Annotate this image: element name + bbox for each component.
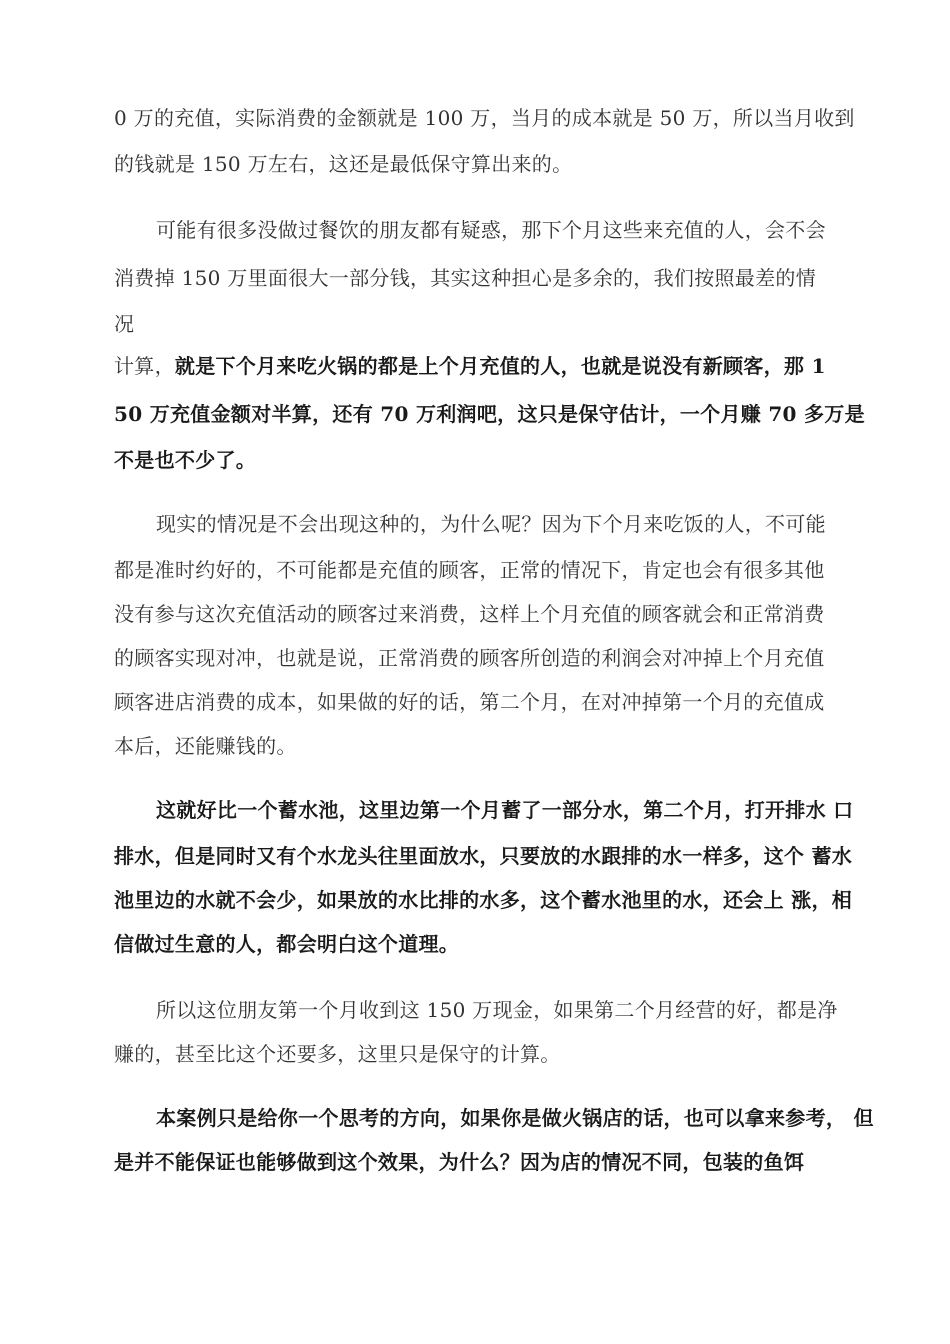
paragraph-7-line-1: 本案例只是给你一个思考的方向，如果你是做火锅店的话，也可以拿来参考， 但 [156, 1106, 874, 1130]
paragraph-3-line-3: 不是也不少了。 [114, 448, 257, 472]
paragraph-2-line-1: 可能有很多没做过餐饮的朋友都有疑惑，那下个月这些来充值的人，会不会 [156, 218, 826, 242]
paragraph-5-line-3: 池里边的水就不会少，如果放的水比排的水多，这个蓄水池里的水，还会上 涨，相 [114, 888, 853, 912]
paragraph-7-line-2: 是并不能保证也能够做到这个效果，为什么？因为店的情况不同，包装的鱼饵 [114, 1150, 805, 1174]
paragraph-4-line-1: 现实的情况是不会出现这种的，为什么呢？因为下个月来吃饭的人，不可能 [156, 512, 826, 536]
paragraph-2-line-3: 况 [114, 312, 135, 336]
paragraph-3-bold-text: 就是下个月来吃火锅的都是上个月充值的人，也就是说没有新顾客，那 1 [174, 354, 826, 378]
paragraph-6-line-2: 赚的，甚至比这个还要多，这里只是保守的计算。 [114, 1042, 561, 1066]
paragraph-5-line-2: 排水，但是同时又有个水龙头往里面放水，只要放的水跟排的水一样多，这个 蓄水 [114, 844, 853, 868]
paragraph-4-line-6: 本后，还能赚钱的。 [114, 734, 297, 758]
paragraph-5-line-1: 这就好比一个蓄水池，这里边第一个月蓄了一部分水，第二个月，打开排水 口 [156, 798, 854, 822]
paragraph-6-line-1: 所以这位朋友第一个月收到这 150 万现金，如果第二个月经营的好，都是净 [156, 998, 838, 1022]
paragraph-4-line-2: 都是准时约好的，不可能都是充值的顾客，正常的情况下，肯定也会有很多其他 [114, 558, 825, 582]
paragraph-2-line-2: 消费掉 150 万里面很大一部分钱，其实这种担心是多余的，我们按照最差的情 [114, 266, 816, 290]
paragraph-3-line-1 [114, 352, 826, 380]
paragraph-4-line-4: 的顾客实现对冲，也就是说，正常消费的顾客所创造的利润会对冲掉上个月充值 [114, 646, 825, 670]
paragraph-1-line-2: 的钱就是 150 万左右，这还是最低保守算出来的。 [114, 152, 573, 176]
paragraph-5-line-4: 信做过生意的人，都会明白这个道理。 [114, 932, 460, 956]
paragraph-3-prefix: 计算， [114, 354, 175, 378]
paragraph-1-line-1: 0 万的充值，实际消费的金额就是 100 万，当月的成本就是 50 万，所以当月收到 [114, 106, 855, 130]
paragraph-4-line-3: 没有参与这次充值活动的顾客过来消费，这样上个月充值的顾客就会和正常消费 [114, 602, 825, 626]
paragraph-4-line-5: 顾客进店消费的成本，如果做的好的话，第二个月，在对冲掉第一个月的充值成 [114, 690, 825, 714]
paragraph-3-line-2: 50 万充值金额对半算，还有 70 万利润吧，这只是保守估计，一个月赚 70 多万是 [114, 402, 865, 426]
